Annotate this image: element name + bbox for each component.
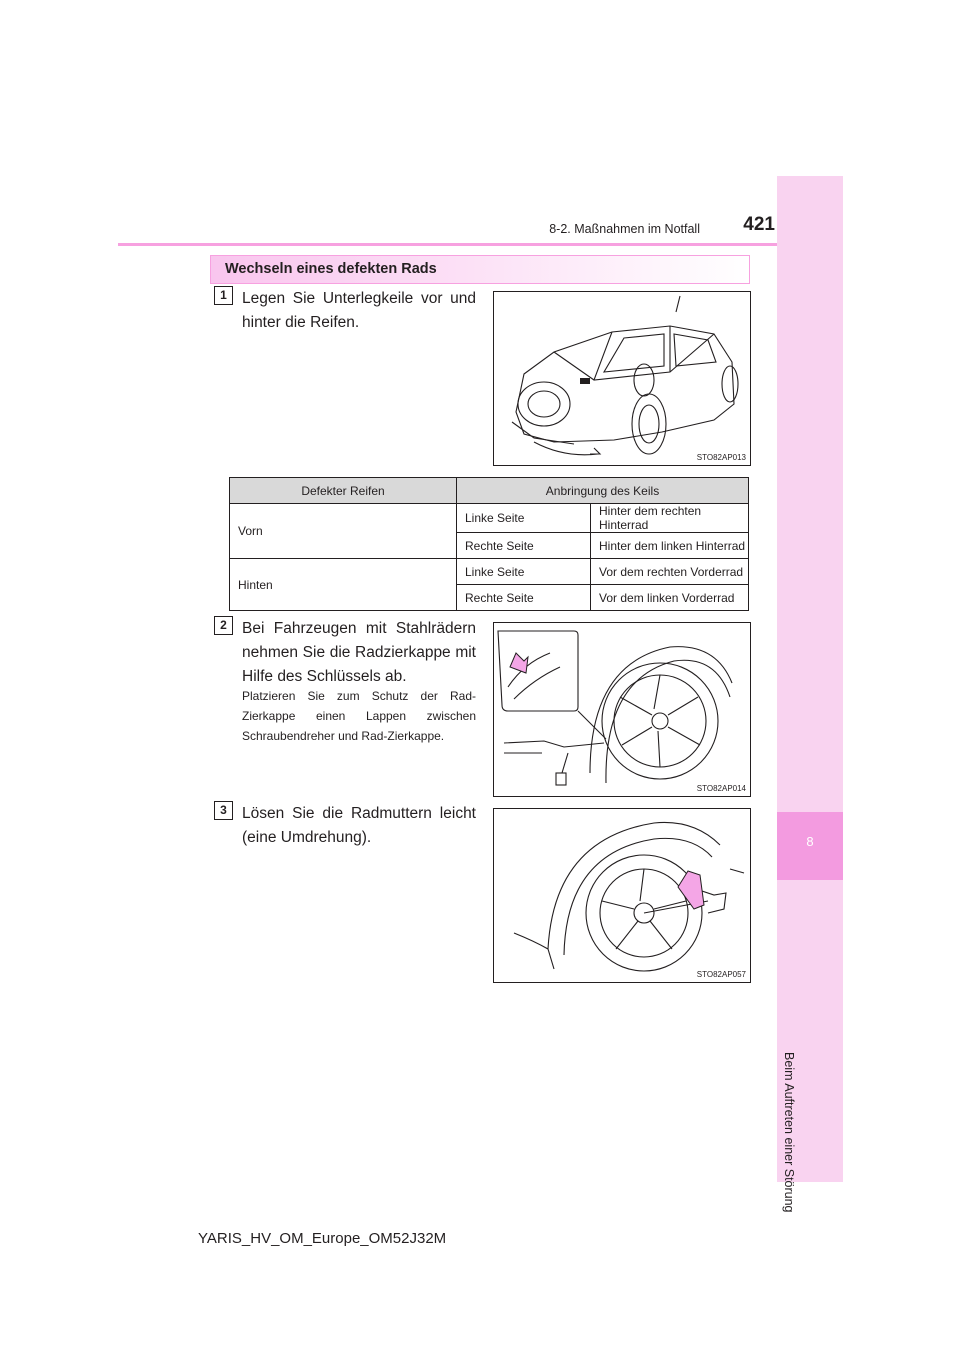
step-2-text: Bei Fahrzeugen mit Stahlrädern nehmen Sie die Radzierkappe mit Hilfe des Schlüssels ab. — [242, 620, 476, 685]
hubcap-illustration — [494, 623, 750, 796]
document-footer: YARIS_HV_OM_Europe_OM52J32M — [198, 1230, 447, 1247]
chapter-label: Beim Auftreten einer Störung — [782, 1052, 796, 1213]
chapter-number: 8 — [806, 834, 814, 849]
figure-1-code: STO82AP013 — [696, 453, 746, 462]
table-header: Anbringung des Keils — [457, 478, 749, 504]
table-row — [230, 504, 749, 533]
step-3-number: 3 — [214, 801, 233, 820]
figure-3-code: STO82AP057 — [696, 970, 746, 979]
table-row — [230, 559, 749, 585]
figure-loosen-nuts — [493, 808, 751, 983]
header-rule — [118, 243, 843, 246]
lug-wrench-illustration — [494, 809, 750, 982]
table-cell-placement: Hinter dem rechten Hinterrad — [591, 504, 749, 533]
step-2-number: 2 — [214, 616, 233, 635]
step-3-text: Lösen Sie die Radmuttern leicht (eine Umdrehung). — [242, 805, 476, 846]
page-number: 421 — [743, 214, 775, 235]
table-cell-group: Vorn — [230, 504, 457, 559]
wheel-chock-table — [229, 477, 749, 611]
step-1-number: 1 — [214, 286, 233, 305]
car-illustration — [494, 292, 750, 465]
section-title: 8-2. Maßnahmen im Notfall — [549, 222, 700, 236]
table-cell-side: Rechte Seite — [457, 533, 591, 559]
table-cell-placement: Hinter dem linken Hinterrad — [591, 533, 749, 559]
figure-2-code: STO82AP014 — [696, 784, 746, 793]
section-heading: Wechseln eines defekten Rads — [225, 261, 437, 277]
table-header-row — [230, 478, 749, 504]
table-header: Defekter Reifen — [230, 478, 457, 504]
step-2-note: Platzieren Sie zum Schutz der Rad-Zierkappe einen Lappen zwischen Schraubendreher und Rad-Zierkappe. — [242, 689, 476, 743]
table-cell-side: Linke Seite — [457, 504, 591, 533]
chapter-tab-strip — [777, 176, 843, 1182]
table-cell-side: Rechte Seite — [457, 585, 591, 611]
figure-remove-hubcap — [493, 622, 751, 797]
table-cell-group: Hinten — [230, 559, 457, 611]
section-heading-box — [210, 255, 750, 284]
table-cell-placement: Vor dem linken Vorderrad — [591, 585, 749, 611]
table-cell-placement: Vor dem rechten Vorderrad — [591, 559, 749, 585]
table-cell-side: Linke Seite — [457, 559, 591, 585]
step-1-text: Legen Sie Unterlegkeile vor und hinter die Reifen. — [242, 290, 476, 331]
figure-car-wheel-chocks — [493, 291, 751, 466]
